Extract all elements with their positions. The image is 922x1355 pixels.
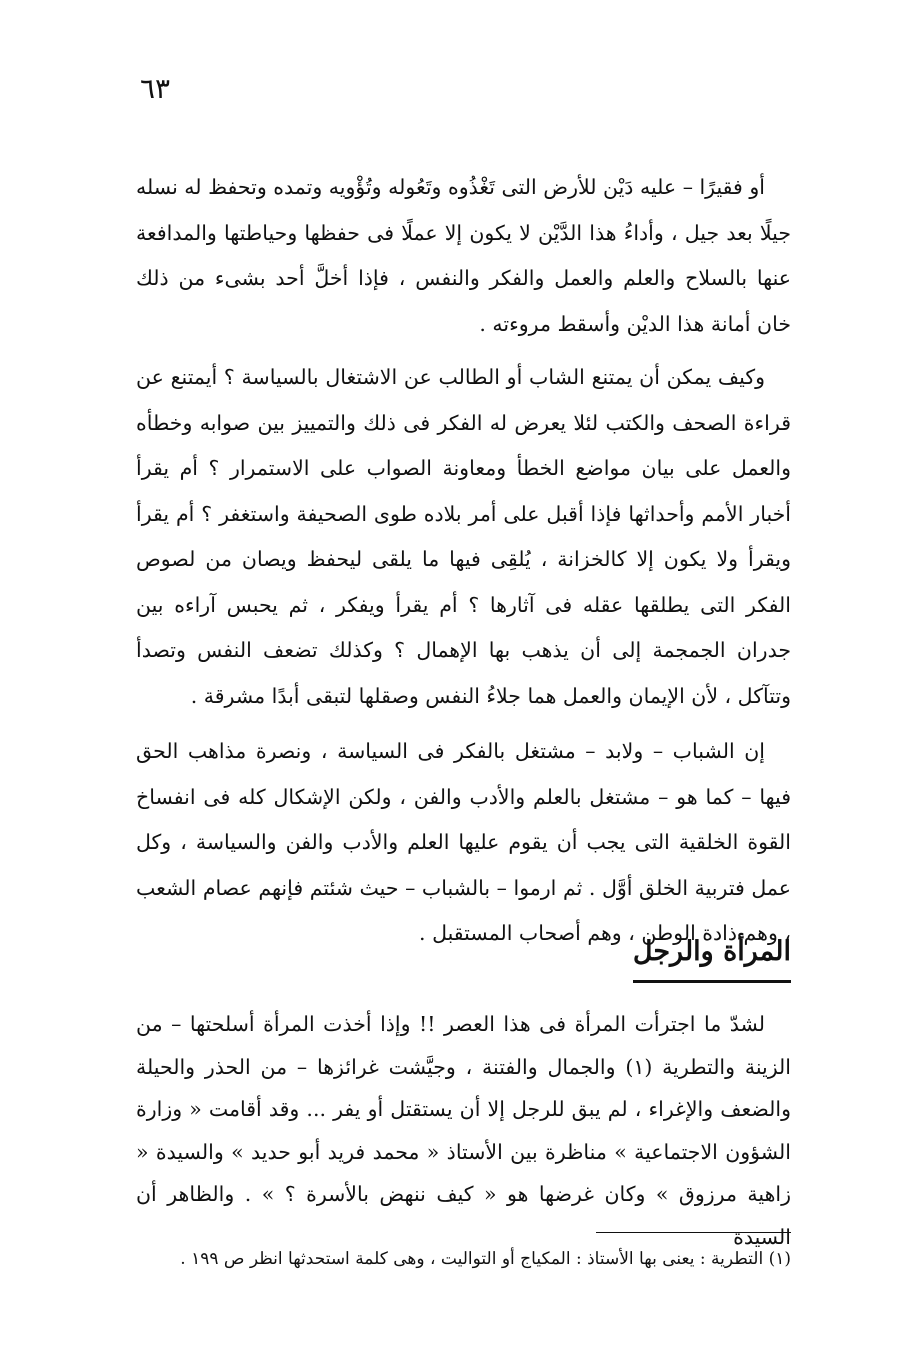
paragraph-text-start: لشدّ ما اجترأت المرأة فى هذا العصر !! وإذا أخذت المرأة أسلحتها – من الزينة والتطرية [136, 1012, 791, 1079]
section-body-text [136, 1003, 791, 1258]
footnote: (١) التطرية : يعنى بها الأستاذ : المكياج أو التواليت ، وهى كلمة استحدثها انظر ص ١٩٩ . [180, 1249, 791, 1269]
section-heading: المرأة والرجل [633, 930, 791, 983]
paragraph: إن الشباب – ولابد – مشتغل بالفكر فى السياسة ، ونصرة مذاهب الحق فيها – كما هو – مشتغل بالعلم والأدب والفن ، ولكن الإشكال كله فى انفساخ القوة الخلقية التى يجب أن يقوم عليها العلم والأدب والفن والسياسة ، وكل عمل فتربية الخلق أوَّل . ثم ارموا – بالشباب – حيث شئتم فإنهم عصام الشعب ، وهم ذادة الوطن ، وهم أصحاب المستقبل . [136, 739, 791, 945]
paragraph: أو فقيرًا – عليه دَيْن للأرض التى تَغْذُوه وتَعُوله وتُؤْويه وتمده وتحفظ له نسله جيلًا بعد جيل ، وأداءُ هذا الدَّيْن لا يكون إلا عملًا فى حفظها وحياطتها والمدافعة عنها بالسلاح والعلم والعمل والفكر والنفس ، فإذا أخلَّ أحد بشىء من ذلك خان أمانة هذا الديْن وأسقط مروءته . [136, 175, 791, 336]
page-number: ٦٣ [140, 72, 171, 105]
footnote-marker: (١) [625, 1054, 653, 1079]
paragraph: وكيف يمكن أن يمتنع الشاب أو الطالب عن الاشتغال بالسياسة ؟ أيمتنع عن قراءة الصحف والكتب لئلا يعرض له الفكر فى ذلك والتمييز بين صوابه وخطأه والعمل على بيان مواضع الخطأ ومعاونة الصواب على الاستمرار ؟ أم يقرأ أخبار الأمم وأحداثها فإذا أقبل على أمر بلاده طوى الصحيفة واستغفر ؟ أم يقرأ ويقرأ ولا يكون إلا كالخزانة ، يُلقِى فيها ما يلقى ليحفظ ويصان من لصوص الفكر التى يطلقها عقله فى آثارها ؟ أم يقرأ ويفكر ، ثم يحبس آراءه بين جدران الجمجمة إلى أن يذهب بها الإهمال ؟ وكذلك تضعف النفس وتصدأ وتتآكل ، لأن الإيمان والعمل هما جلاءُ النفس وصقلها لتبقى أبدًا مشرقة . [136, 365, 791, 708]
body-text [136, 165, 791, 957]
paragraph [136, 1003, 791, 1258]
footnote-divider [596, 1232, 791, 1233]
paragraph-text-end: والجمال والفتنة ، وجيَّشت غرائزها – من الحذر والحيلة والضعف والإغراء ، لم يبق للرجل إلا أن يستقتل أو يفر ... وقد أقامت « وزارة الشؤون الاجتماعية » مناظرة بين الأستاذ « محمد فريد أبو حديد » والسيدة « زاهية مرزوق » وكان غرضها هو « كيف ننهض بالأسرة ؟ » . والظاهر أن السيدة [136, 1054, 791, 1249]
